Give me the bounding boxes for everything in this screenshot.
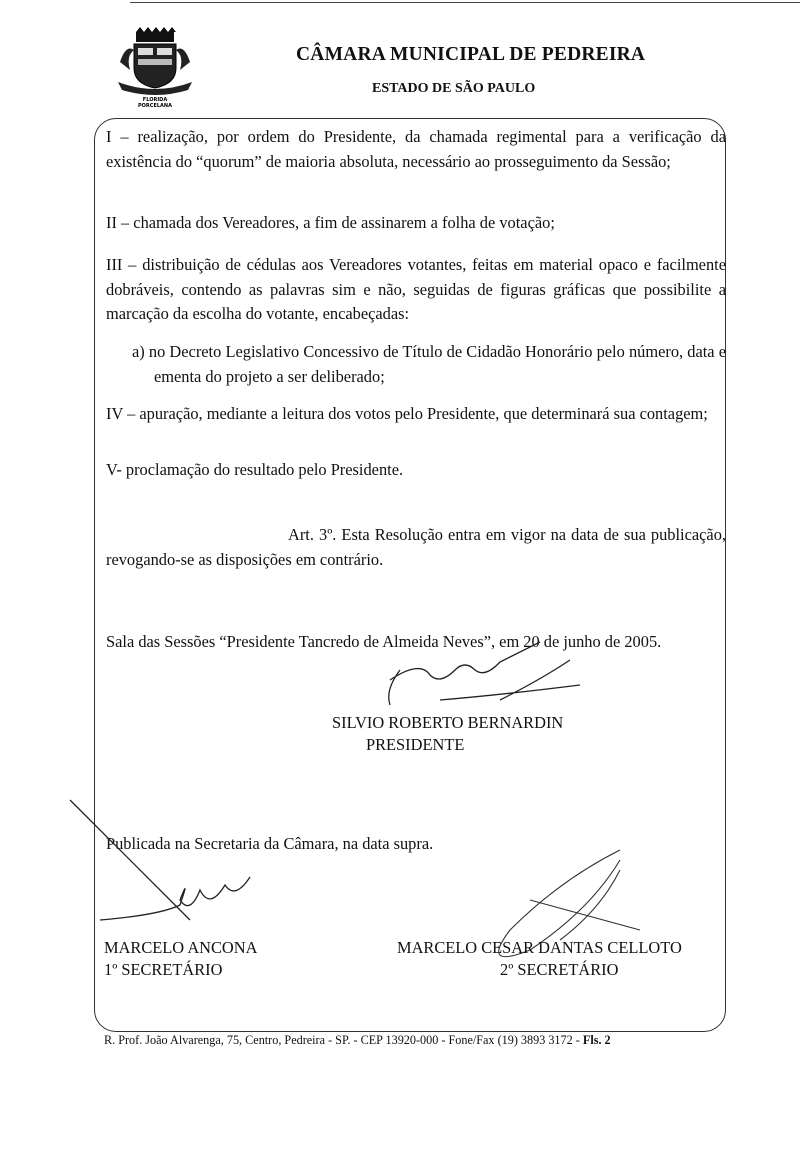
document-subtitle: ESTADO DE SÃO PAULO <box>372 81 536 96</box>
item-ii: II – chamada dos Vereadores, a fim de assinarem a folha de votação; <box>106 213 555 232</box>
item-a <box>132 340 726 389</box>
secretary1-role: 1º SECRETÁRIO <box>104 960 223 979</box>
president-role: PRESIDENTE <box>366 735 465 754</box>
president-name: SILVIO ROBERTO BERNARDIN <box>332 713 564 732</box>
secretary1-name: MARCELO ANCONA <box>104 938 258 957</box>
scan-edge-line <box>130 2 800 3</box>
item-iii: III – distribuição de cédulas aos Vereadores votantes, feitas em material opaco e facilmente dobráveis, contendo as palavras sim e não, seguidas de figuras gráficas que possibilite a marcação da escolha do votante, encabeçadas: <box>106 255 726 323</box>
session-statement: Sala das Sessões “Presidente Tancredo de Almeida Neves”, em 20 de junho de 2005. <box>106 632 662 651</box>
president-signature <box>320 640 600 720</box>
item-v: V- proclamação do resultado pelo Presidente. <box>106 460 404 479</box>
secretary2-role: 2º SECRETÁRIO <box>500 960 619 979</box>
svg-text:PORCELANA: PORCELANA <box>138 103 172 109</box>
item-i: I – realização, por ordem do Presidente, da chamada regimental para a verificação da existência do “quorum” de maioria absoluta, necessário ao prosseguimento da Sessão; <box>106 127 726 171</box>
item-a-text: a) no Decreto Legislativo Concessivo de Título de Cidadão Honorário pelo número, data e ementa do projeto a ser deliberado; <box>132 342 726 386</box>
secretary2-name: MARCELO CESAR DANTAS CELLOTO <box>397 938 682 957</box>
publication-note: Publicada na Secretaria da Câmara, na data supra. <box>106 834 434 853</box>
address-text: R. Prof. João Alvarenga, 75, Centro, Pedreira - SP. - CEP 13920-000 - Fone/Fax (19) 3893 3172 - <box>104 1033 580 1047</box>
svg-text:FLORIDA: FLORIDA <box>142 97 168 103</box>
document-title: CÂMARA MUNICIPAL DE PEDREIRA <box>296 44 646 65</box>
municipal-coat-of-arms-logo <box>112 26 198 110</box>
page-number: Fls. 2 <box>582 1033 611 1047</box>
item-iv: IV – apuração, mediante a leitura dos votos pelo Presidente, que determinará sua contagem; <box>106 404 708 423</box>
article-3: Art. 3º. Esta Resolução entra em vigor na data de sua publicação, revogando-se as disposições em contrário. <box>106 525 726 569</box>
footer-address <box>104 1033 611 1048</box>
